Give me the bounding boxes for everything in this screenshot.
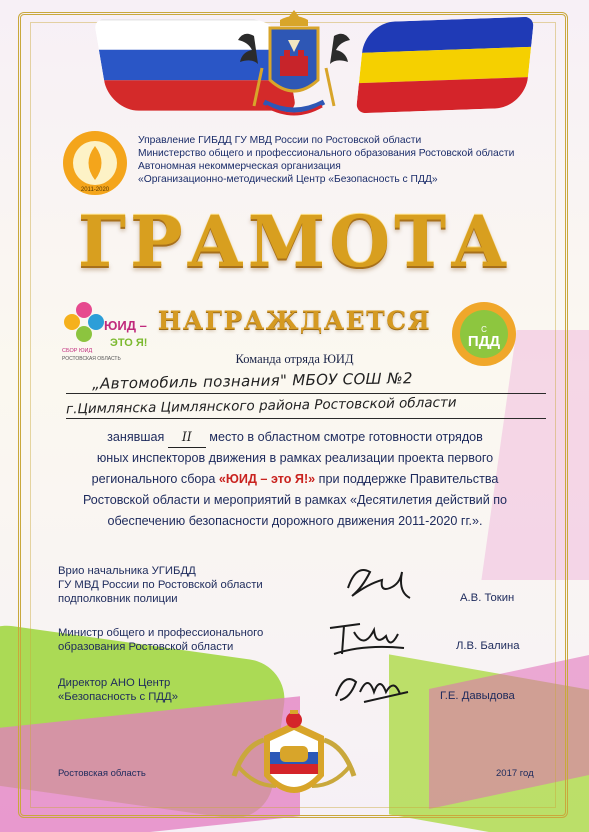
traffic-police-emblem-icon: [224, 706, 364, 822]
body-text-line: обеспечению безопасности дорожного движения 2011-2020 гг.».: [107, 514, 483, 528]
signatory-name: Л.В. Балина: [456, 640, 520, 652]
signatory-title-line: Министр общего и профессионального: [58, 627, 264, 639]
award-description: [60, 426, 530, 532]
team-label: Команда отряда ЮИД: [235, 352, 354, 366]
certificate-title: ГРАМОТА: [77, 200, 512, 283]
body-text-part: при поддержке Правительства: [318, 472, 499, 486]
signature-icon: [340, 558, 420, 610]
fill-line: [66, 418, 546, 419]
body-text-line: Ростовской области и мероприятий в рамках «Десятилетия действий по: [82, 493, 508, 507]
org-line: Автономная некоммерческая организация: [138, 161, 341, 172]
yuid-logo-tag: ЭТО Я!: [110, 337, 148, 349]
org-line: Министерство общего и профессионального образования Ростовской области: [138, 148, 515, 159]
signatory-title-line: Директор АНО Центр: [58, 677, 171, 689]
signature-icon: [324, 610, 410, 662]
body-text-part: место в областном смотре готовности отрядов: [209, 430, 483, 444]
issuing-organizations: [138, 134, 558, 186]
signatory-title: [58, 676, 178, 704]
sun-years: 2011-2020: [80, 187, 110, 193]
signatory-title-line: ГУ МВД России по Ростовской области: [58, 579, 263, 591]
fill-line: [66, 393, 546, 394]
decade-of-action-logo: [58, 128, 132, 198]
rostov-flag-icon: [356, 17, 534, 114]
body-text-part: занявшая: [107, 430, 165, 444]
team-name-handwritten: „Автомобиль познания" МБОУ СОШ №2: [91, 369, 413, 393]
signatory-name: Г.Е. Давыдова: [440, 690, 515, 702]
org-line: Управление ГИБДД ГУ МВД России по Ростовской области: [138, 135, 422, 146]
pdd-logo-text: ПДД: [467, 333, 501, 350]
signatory-name: А.В. Токин: [460, 592, 515, 604]
body-text-line: юных инспекторов движения в рамках реализации проекта первого: [96, 451, 494, 465]
footer-year: 2017 год: [496, 768, 534, 779]
place-handwritten: II: [168, 426, 206, 448]
body-text-part: регионального сбора: [91, 472, 216, 486]
signatory-title-line: Врио начальника УГИБДД: [58, 565, 196, 577]
signature-icon: [330, 662, 416, 708]
org-line: «Организационно-методический Центр «Безопасность с ПДД»: [138, 174, 438, 185]
signatory-title-line: образования Ростовской области: [58, 641, 234, 653]
footer-region: Ростовская область: [58, 768, 146, 779]
project-name-highlight: «ЮИД – это Я!»: [218, 472, 316, 486]
yuid-logo-small: СБОР ЮИД: [62, 348, 93, 354]
signatory-title: [58, 626, 263, 654]
signatory-title-line: «Безопасность с ПДД»: [58, 691, 178, 703]
yuid-logo-text: ЮИД –: [104, 318, 147, 333]
signatory-title: [58, 564, 263, 606]
school-location-handwritten: г.Цимлянска Цимлянского района Ростовской области: [65, 394, 457, 418]
pdd-logo-small: С: [481, 325, 487, 334]
coat-of-arms-icon: [234, 6, 354, 124]
yuid-logo-region: РОСТОВСКАЯ ОБЛАСТЬ: [62, 356, 121, 362]
awarded-heading: НАГРАЖДАЕТСЯ: [157, 306, 432, 335]
signatory-title-line: подполковник полиции: [58, 593, 178, 605]
